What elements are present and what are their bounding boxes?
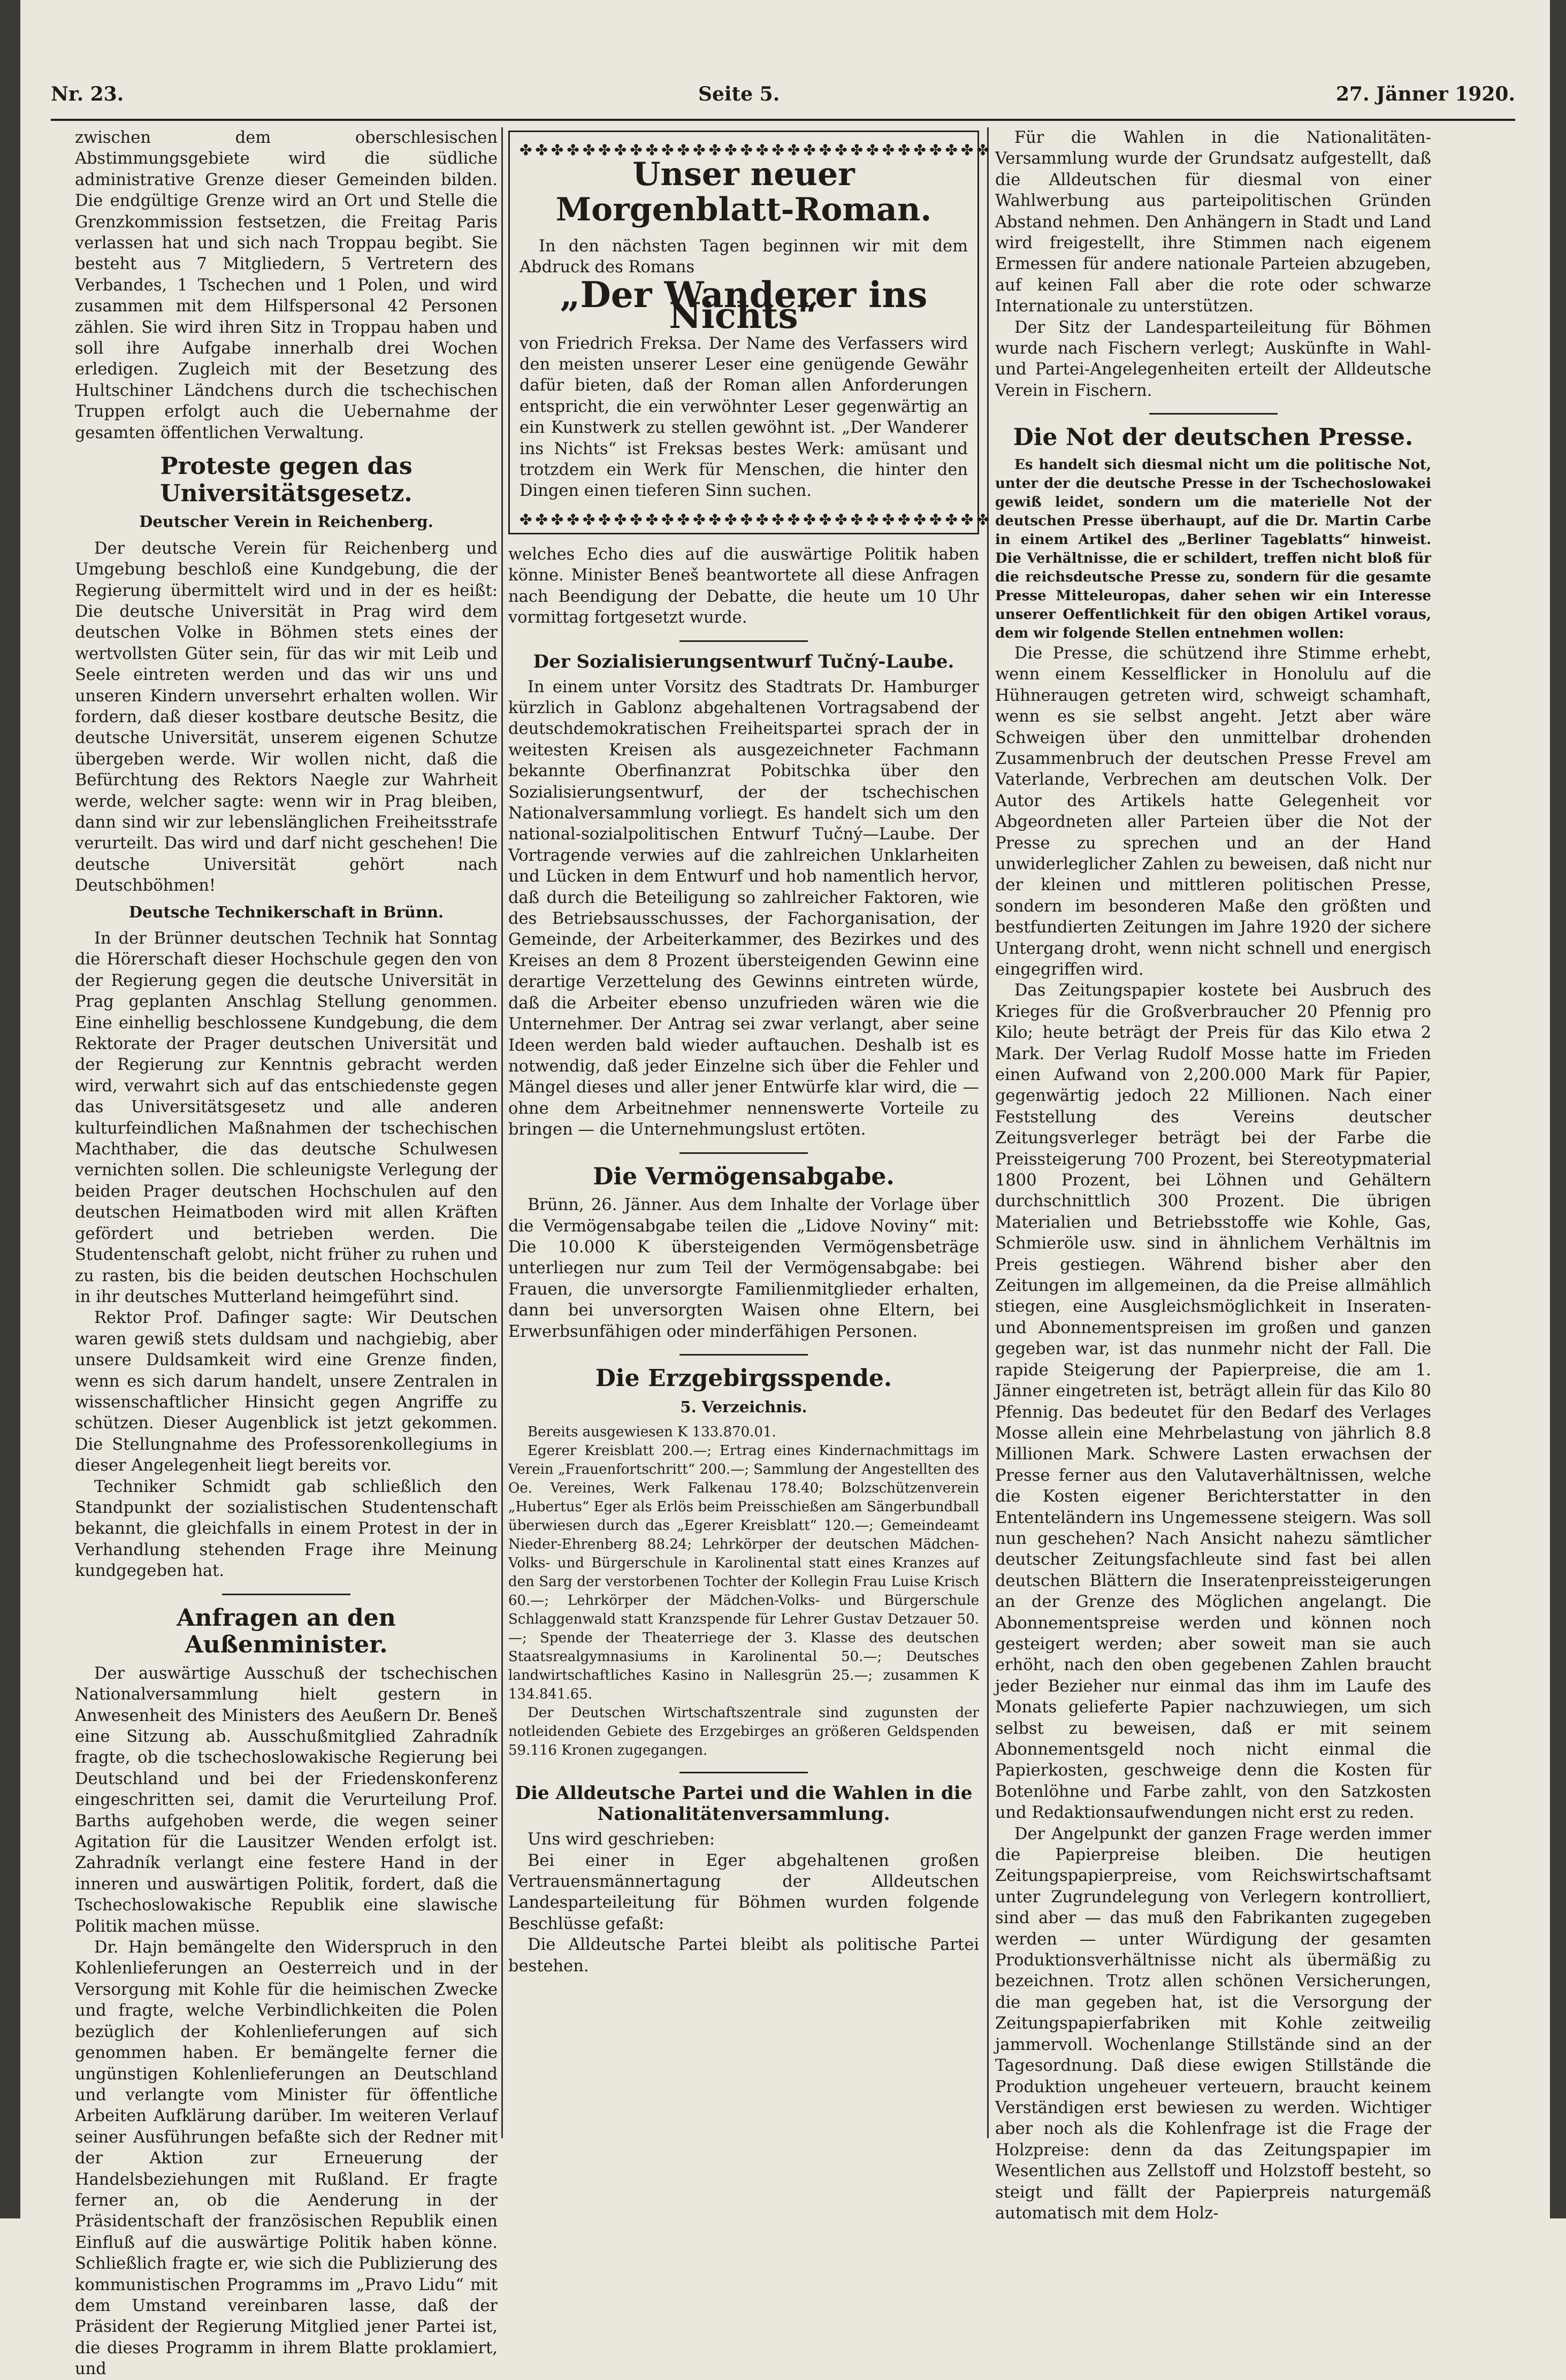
column-divider-2 xyxy=(987,127,989,2138)
subhead-verzeichnis: 5. Verzeichnis. xyxy=(680,1397,807,1416)
section-rule xyxy=(679,640,808,642)
paragraph: Bereits ausgewiesen K 133.870.01. xyxy=(528,1424,776,1440)
headline-anfragen: Anfragen an den Außenminister. xyxy=(177,1604,396,1659)
ornament-border-top: ✤✤✤✤✤✤✤✤✤✤✤✤✤✤✤✤✤✤✤✤✤✤✤✤✤✤✤✤✤✤ xyxy=(520,141,992,159)
paragraph: Der deutsche Verein für Reichenberg und Umgebung beschloß eine Kundgebung, die der Regierung übermittelt wird und in der es heißt: Die deutsche Universität in Prag wird dem deutschen Volke in Böhmen stets eines der wertvollsten Güter sein, für das wir mit Leib und Seele eintreten werden und das wir uns und unseren Kindern unversehrt erhalten wollen. Wir fordern, daß dieser kostbare deutsche Besitz, die deutsche Universität, unserem eigenen Schutze übergeben werde. Wir wollen nicht, daß die Befürchtung des Rektors Naegle zur Wahrheit werde, welcher sagte: wenn wir in Prag bleiben, dann sind wir zur lebenslänglichen Freiheitsstrafe verurteilt. Das wird und darf nicht geschehen! Die deutsche Universität gehört nach Deutschböhmen! xyxy=(75,539,498,896)
headline-not-der-presse: Die Not der deutschen Presse. xyxy=(1013,424,1414,451)
issue-number: Nr. 23. xyxy=(51,83,124,105)
paragraph: Bei einer in Eger abgehaltenen großen Vertrauensmännertagung der Alldeutschen Landesparteileitung für Böhmen wurden folgende Beschlüsse gefaßt: xyxy=(508,1851,979,1933)
section-rule xyxy=(679,1772,808,1773)
paragraph: Das Zeitungspapier kostete bei Ausbruch des Krieges für die Großverbraucher 20 Pfennig pro Kilo; heute beträgt der Preis für das Kilo etwa 2 Mark. Der Verlag Rudolf Mosse hatte im Frieden einen Aufwand von 2,200.000 Mark für Papier, gegenwärtig jedoch 22 Millionen. Nach einer Feststellung des Vereins deutscher Zeitungsverleger beträgt bei der Farbe die Preissteigerung 700 Prozent, bei Stereotypmaterial 1800 Prozent, bei Löhnen und Gehältern durchschnittlich 300 Prozent. Die übrigen Materialien und Betriebsstoffe wie Kohle, Gas, Schmieröle usw. sind in ähnlichem Verhältnis im Preis gestiegen. Während bisher aber den Zeitungen im allgemeinen, da die Preise allmählich stiegen, eine Ausgleichsmöglichkeit in Inseraten- und Abonnementspreisen im großen und ganzen gegeben war, ist das nunmehr nicht der Fall. Die rapide Steigerung der Papierpreise, die am 1. Jänner eingetreten ist, beträgt allein für das Kilo 80 Pfennig. Das bedeutet für den Bedarf des Verlages Mosse allein eine Mehrbelastung von jährlich 8.8 Millionen Mark. Schwere Lasten erwachsen der Presse ferner aus den Valutaverhältnissen, welche die Kosten eigener Berichterstatter in den Ententeländern ins Ungemessene steigern. Was soll nun geschehen? Nach Ansicht nahezu sämtlicher deutscher Zeitungsfachleute sind fast bei allen deutschen Blättern die Inseratenpreissteigerungen an der Grenze des Möglichen angelangt. Die Abonnementspreise werden und können noch gesteigert werden; aber soweit man sie auch erhöht, nach den oben gegebenen Zahlen braucht jeder Bezieher nur einmal das ihm im Laufe des Monats gelieferte Papier nachzuwiegen, um sich selbst zu beweisen, daß er mit seinem Abonnementsgeld noch nicht einmal die Papierkosten, geschweige denn die Kosten für Botenlöhne und Farbe zahlt, von den Satzkosten und Redaktionsaufwendungen nicht erst zu reden. xyxy=(995,981,1431,1823)
column-2 xyxy=(508,127,992,2149)
paragraph: Rektor Prof. Dafinger sagte: Wir Deutschen waren gewiß stets duldsam und nachgiebig, aber unsere Duldsamkeit wird eine Grenze finden, wenn es sich darum handelt, unsere Zentralen in wissenschaftlicher Hinsicht gegen Angriffe zu schützen. Dieser Augenblick ist jetzt gekommen. Die Stellungnahme des Professorenkollegiums in dieser Angelegenheit liegt bereits vor. xyxy=(75,1308,498,1475)
article-continuation: zwischen dem oberschlesischen Abstimmungsgebiete wird die südliche administrative Grenze dieser Gemeinden bilden. Die endgültige Grenze wird an Ort und Stelle die Grenzkommission festsetzen, die Freitag Paris verlassen hat und sich nach Troppau begibt. Sie besteht aus 7 Mitgliedern, 5 Vertretern des Verbandes, 1 Tschechen und 1 Polen, und wird zusammen mit dem Hilfspersonal 42 Personen zählen. Sie wird ihren Sitz in Troppau haben und soll ihre Aufgabe innerhalb drei Wochen erledigen. Zugleich mit der Besetzung des Hultschiner Ländchens durch die tschechischen Truppen erfolgt auch die Uebernahme der gesamten öffentlichen Verwaltung. xyxy=(75,128,498,442)
headline-proteste: Proteste gegen das Universitätsgesetz. xyxy=(160,453,412,507)
novel-title: „Der Wanderer ins Nichts“ xyxy=(560,273,928,337)
box-title: Unser neuer Morgenblatt-Roman. xyxy=(555,156,932,228)
paragraph: Der Sitz der Landesparteileitung für Böhmen wurde nach Fischern verlegt; Auskünfte in Wahl- und Partei-Angelegenheiten erteilt der Alldeutsche Verein in Fischern. xyxy=(995,318,1431,400)
paragraph: Der Angelpunkt der ganzen Frage werden immer die Papierpreise bleiben. Die heutigen Zeitungspapierpreise, vom Reichswirtschaftsamt unter Zugrundelegung von Verlegern kontrolliert, sind aber — das muß den Fabrikanten zugegeben werden — unter Würdigung der gesamten Produktionsverhältnisse nicht als übermäßig zu bezeichnen. Trotz allen schönen Versicherungen, die man gegeben hat, ist die Versorgung der Zeitungspapierfabriken mit Kohle zeitweilig jammervoll. Wochenlange Stillstände sind an der Tagesordnung. Daß diese ewigen Stillstände die Produktion ungeheuer verteuern, braucht keinem Verständigen erst bewiesen zu werden. Wichtiger aber noch als die Kohlenfrage ist die Frage der Holzpreise: denn da das Zeitungspapier im Wesentlichen aus Zellstoff und Holzstoff besteht, so steigt und fällt der Papierpreis naturgemäß automatisch mit dem Holz- xyxy=(995,1824,1431,2223)
section-rule xyxy=(1149,413,1278,415)
paragraph: Für die Wahlen in die Nationalitäten-Versammlung wurde der Grundsatz aufgestellt, daß die Alldeutschen für diesmal von einer Wahlwerbung aus parteipolitischen Gründen Abstand nehmen. Den Anhängern in Stadt und Land wird freigestellt, ihre Stimmen nach eigenem Ermessen für andere nationale Parteien abzugeben, auf keinen Fall aber die rote oder schwarze Internationale zu unterstützen. xyxy=(995,128,1431,316)
column-divider-1 xyxy=(501,127,503,2138)
paragraph: Techniker Schmidt gab schließlich den Standpunkt der sozialistischen Studentenschaft bekannt, die gleichfalls in einem Protest in der in Verhandlung stehenden Frage ihre Meinung kundgegeben hat. xyxy=(75,1477,498,1581)
page-header xyxy=(51,83,1515,115)
scan-edge-right xyxy=(1550,0,1566,2218)
paragraph: Die Alldeutsche Partei bleibt als politische Partei bestehen. xyxy=(508,1935,979,1976)
column-1 xyxy=(75,127,498,2379)
subhead-bruenn: Deutsche Technikerschaft in Brünn. xyxy=(128,902,444,921)
novel-announcement-box xyxy=(508,131,992,534)
paragraph: Die Presse, die schützend ihre Stimme erhebt, wenn einem Kesselflicker in Honolulu auf die Hühneraugen getreten wird, schweigt schamhaft, wenn es sie selbst angeht. Jetzt aber wäre Schweigen über den unmittelbar drohenden Zusammenbruch der deutschen Presse Frevel am Vaterlande, Verbrechen am deutschen Volk. Der Autor des Artikels hatte Gelegenheit vor Abgeordneten aller Parteien über die Not der Presse zu sprechen und an der Hand unwiderleglicher Zahlen zu beweisen, daß nicht nur der kleinen und mittleren politischen Presse, sondern im besonderen Maße den größten und bestfundierten Zeitungen im Jahre 1920 der sichere Untergang droht, wenn nicht schnell und energisch eingegriffen wird. xyxy=(995,644,1431,979)
paragraph: Brünn, 26. Jänner. Aus dem Inhalte der Vorlage über die Vermögensabgabe teilen die „Lidove Noviny“ mit: Die 10.000 K übersteigenden Vermögensbeträge unterliegen nur zum Teil der Vermögensabgabe: bei Frauen, die unversorgte Familienmitglieder erhalten, dann bei unversorgten Waisen ohne Eltern, bei Erwerbsunfähigen oder minderfähigen Personen. xyxy=(508,1196,979,1341)
box-text: von Friedrich Freksa. Der Name des Verfassers wird den meisten unserer Leser eine genügende Gewähr dafür bieten, daß der Roman allen Anforderungen entspricht, die ein verwöhnter Leser gegenwärtig an ein Kunstwerk zu stellen gewöhnt ist. „Der Wanderer ins Nichts“ ist Freksas bestes Werk: amüsant und trotzdem ein Werk für Menschen, die hinter den Dingen einen tieferen Sinn suchen. xyxy=(520,334,968,501)
paragraph: Egerer Kreisblatt 200.—; Ertrag eines Kindernachmittags im Verein „Frauenfortschritt“ 200.—; Sammlung der Angestellten des Oe. Vereines, Werk Falkenau 178.40; Bolzschützenverein „Hubertus“ Eger als Erlös beim Preisschießen am Sängerbundball überwiesen durch das „Egerer Kreisblatt“ 120.—; Gemeindeamt Nieder-Ehrenberg 88.24; Lehrkörper der deutschen Mädchen-Volks- und Bürgerschule in Karolinental statt eines Kranzes auf den Sarg der verstorbenen Tochter der Kollegin Frau Luise Krisch 60.—; Lehrkörper der Mädchen-Volks- und Bürgerschule Schlaggenwald statt Kranzspende für Lehrer Gustav Detzauer 50.—; Spende der Theaterriege der 3. Klasse des deutschen Staatsrealgymnasiums in Karolinental 50.—; Deutsches landwirtschaftliches Kasino in Nallesgrün 25.—; zusammen K 134.841.65. xyxy=(508,1442,979,1702)
paragraph: Der Deutschen Wirtschaftszentrale sind zugunsten der notleidenden Gebiete des Erzgebirges an größeren Geldspenden 59.116 Kronen zugegangen. xyxy=(508,1704,979,1758)
subhead-reichenberg: Deutscher Verein in Reichenberg. xyxy=(139,512,433,531)
box-intro: In den nächsten Tagen beginnen wir mit dem Abdruck des Romans xyxy=(520,237,968,277)
header-rule xyxy=(51,119,1515,121)
section-rule xyxy=(679,1354,808,1356)
column-3 xyxy=(995,127,1431,2223)
paragraph: In einem unter Vorsitz des Stadtrats Dr. Hamburger kürzlich in Gablonz abgehaltenen Vortragsabend der deutschdemokratischen Freiheitspartei sprach der in weitesten Kreisen als ausgezeichneter Fachmann bekannte Oberfinanzrat Pobitschka über den Sozialisierungsentwurf, der der tschechischen Nationalversammlung vorliegt. Es handelt sich um den national-sozialpolitischen Entwurf Tučný—Laube. Der Vortragende verwies auf die zahlreichen Unklarheiten und Lücken in dem Entwurf und hob namentlich hervor, daß durch die Beteiligung so zahlreicher Faktoren, wie des Betriebsausschusses, der Fachorganisation, der Gemeinde, der Arbeiterkammer, des Bezirkes und des Kreises an dem 8 Prozent übersteigenden Gewinn eine derartige Verzettelung des Gewinns eintreten würde, daß die Arbeiter ebenso unzufrieden wären wie die Unternehmer. Der Antrag sei zwar verlangt, aber seine Ideen werden bald wieder auftauchen. Deshalb ist es notwendig, daß jeder Einzelne sich über die Fehler und Mängel dieses und aller jener Entwürfe klar wird, die — ohne dem Arbeitnehmer nennenswerte Vorteile zu bringen — die Unternehmungslust ertöten. xyxy=(508,677,979,1139)
paragraph: Dr. Hajn bemängelte den Widerspruch in den Kohlenlieferungen an Oesterreich und in der Versorgung mit Kohle für die heimischen Zwecke und fragte, welche Verbindlichkeiten die Polen bezüglich der Kohlenlieferungen auf sich genommen haben. Er bemängelte ferner die ungünstigen Kohlenlieferungen an Deutschland und verlangte vom Minister für öffentliche Arbeiten Aufklärung darüber. Im weiteren Verlauf seiner Ausführungen befaßte sich der Redner mit der Aktion zur Erneuerung der Handelsbeziehungen mit Rußland. Er fragte ferner an, ob die Aenderung in der Präsidentschaft der französischen Republik einen Einfluß auf die auswärtige Politik haben könne. Schließlich fragte er, wie sich die Publizierung des kommunistischen Programms im „Pravo Lidu“ mit dem Umstand vereinbaren lasse, daß der Präsident der Regierung Mitglied jener Partei ist, die dieses Programm in ihrem Blatte proklamiert, und xyxy=(75,1938,498,2379)
page-number: Seite 5. xyxy=(698,83,780,105)
section-rule xyxy=(679,1152,808,1154)
issue-date: 27. Jänner 1920. xyxy=(1335,83,1515,105)
headline-vermoegensabgabe: Die Vermögensabgabe. xyxy=(593,1162,895,1190)
ornament-border-bottom: ✤✤✤✤✤✤✤✤✤✤✤✤✤✤✤✤✤✤✤✤✤✤✤✤✤✤✤✤✤✤ xyxy=(520,510,992,529)
paragraph: Der auswärtige Ausschuß der tschechischen Nationalversammlung hielt gestern in Anwesenheit des Ministers des Aeußern Dr. Beneš eine Sitzung ab. Ausschußmitglied Zahradník fragte, ob die tschechoslowakische Regierung bei Deutschland und bei der Friedenskonferenz eingeschritten sei, damit die Verurteilung Prof. Barths aufgehoben werde, die wegen seiner Agitation für die Lausitzer Wenden erfolgt ist. Zahradník verlangt eine festere Hand in der inneren und auswärtigen Politik, fordert, daß die Tschechoslowakische Republik eine slawische Politik machen müsse. xyxy=(75,1664,498,1936)
article-continuation: welches Echo dies auf die auswärtige Politik haben könne. Minister Beneš beantwortete all diese Anfragen nach Beendigung der Debatte, die heute um 10 Uhr vormittag fortgesetzt wurde. xyxy=(508,545,979,627)
scan-edge-left xyxy=(0,0,20,2218)
paragraph: In der Brünner deutschen Technik hat Sonntag die Hörerschaft dieser Hochschule gegen den von der Regierung gegen die deutsche Universität in Prag geplanten Anschlag Stellung genommen. Eine einhellig beschlossene Kundgebung, die dem Rektorate der Prager deutschen Universität und der Regierung zur Kenntnis gebracht werden wird, verwahrt sich auf das entschiedenste gegen das Universitätsgesetz und alle anderen kulturfeindlichen Maßnahmen der tschechischen Machthaber, die das deutsche Schulwesen vernichten sollen. Die schleunigste Verlegung der beiden Prager deutschen Hochschulen auf den deutschen Heimatboden wird mit allen Kräften gefördert und betrieben werden. Die Studentenschaft gelobt, nicht früher zu ruhen und zu rasten, bis die beiden deutschen Hochschulen in ihr deutsches Mutterland heimgeführt sind. xyxy=(75,929,498,1306)
paragraph-lead: Es handelt sich diesmal nicht um die politische Not, unter der die deutsche Presse in der Tschechoslowakei gewiß leidet, sondern um die materielle Not der deutschen Presse überhaupt, auf die Dr. Martin Carbe in einem Artikel des „Berliner Tageblatts“ hinweist. Die Verhältnisse, die er schildert, treffen nicht bloß für die reichsdeutsche Presse zu, sondern für die gesamte Presse Mitteleuropas, daher sehen wir ein Interesse unserer Oeffentlichkeit für den obigen Artikel voraus, dem wir folgende Stellen entnehmen wollen: xyxy=(995,456,1431,641)
paragraph: Uns wird geschrieben: xyxy=(528,1830,715,1849)
headline-alldeutsche-partei: Die Alldeutsche Partei und die Wahlen in die Nationalitätenversammlung. xyxy=(515,1782,973,1825)
headline-sozialisierung: Der Sozialisierungsentwurf Tučný-Laube. xyxy=(533,651,954,672)
headline-erzgebirgsspende: Die Erzgebirgsspende. xyxy=(595,1364,892,1392)
section-rule xyxy=(222,1594,350,1595)
